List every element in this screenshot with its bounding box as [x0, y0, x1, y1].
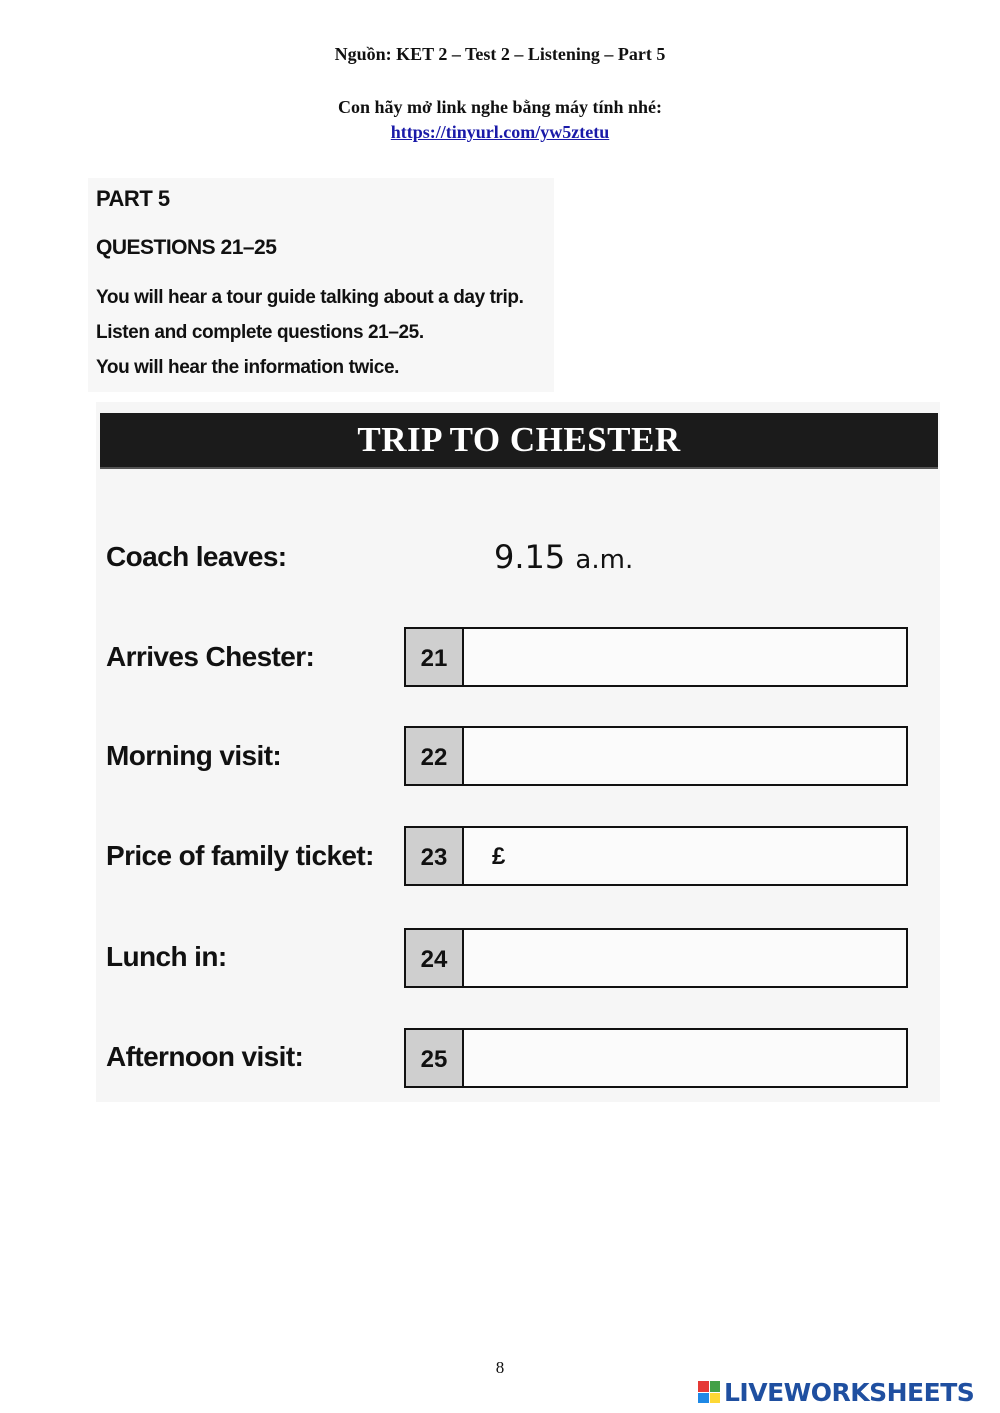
- brand-name: LIVEWORKSHEETS: [724, 1377, 975, 1407]
- pound-symbol: £: [492, 843, 506, 870]
- example-answer-time: 9.15: [494, 538, 566, 576]
- item-label-23: Price of family ticket:: [106, 840, 374, 871]
- form-title-banner: [100, 413, 938, 467]
- audio-link-row: [0, 122, 1000, 143]
- task-line-3: You will hear the information twice.: [96, 357, 400, 378]
- page-number: 8: [495, 1358, 505, 1377]
- form-title: TRIP TO CHESTER: [357, 420, 681, 459]
- item-label-22: Morning visit:: [106, 740, 282, 771]
- source-line: Nguồn: KET 2 – Test 2 – Listening – Part 5: [334, 44, 666, 64]
- example-label: Coach leaves:: [106, 541, 287, 572]
- audio-link[interactable]: https://tinyurl.com/yw5ztetu: [390, 122, 610, 142]
- example-answer-unit: a.m.: [575, 545, 634, 575]
- answer-box-24[interactable]: [404, 928, 908, 988]
- item-label-25: Afternoon visit:: [106, 1041, 304, 1072]
- question-number-25: 25: [406, 1030, 464, 1086]
- example-answer: [494, 538, 633, 576]
- liveworksheets-logo-icon: [698, 1381, 720, 1403]
- question-number-23: 23: [406, 828, 464, 884]
- item-label-21: Arrives Chester:: [106, 641, 315, 672]
- answer-box-25[interactable]: [404, 1028, 908, 1088]
- answer-box-21[interactable]: [404, 627, 908, 687]
- answer-box-23[interactable]: [404, 826, 908, 886]
- question-number-22: 22: [406, 728, 464, 784]
- questions-heading: QUESTIONS 21–25: [96, 236, 277, 259]
- task-line-2: Listen and complete questions 21–25.: [96, 322, 424, 343]
- question-number-21: 21: [406, 629, 464, 685]
- part-heading: PART 5: [96, 186, 170, 211]
- answer-box-22[interactable]: [404, 726, 908, 786]
- listening-instruction: Con hãy mở link nghe bằng máy tính nhé:: [337, 97, 663, 117]
- task-line-1: You will hear a tour guide talking about a day trip.: [96, 287, 524, 308]
- question-number-24: 24: [406, 930, 464, 986]
- item-label-24: Lunch in:: [106, 941, 227, 972]
- brand-logo: [698, 1377, 974, 1407]
